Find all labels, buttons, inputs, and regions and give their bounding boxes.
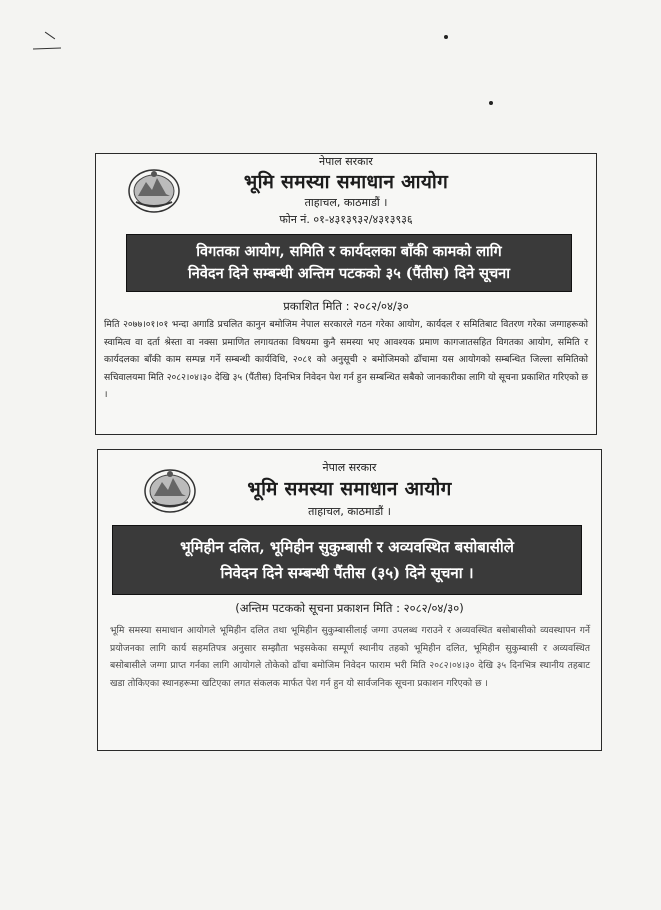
government-label: नेपाल सरकार <box>319 155 373 168</box>
notice-body: मिति २०७७।०१।०१ भन्दा अगाडि प्रचलित कानुन बमोजिम नेपाल सरकारले गठन गरेका आयोग, कार्यदल र समितिबाट वितरण गरेका जग्गाहरूको स्वामित्व वा दर्ता श्रेस्ता वा नक्सा प्रमाणित लगायतका विषयमा कुनै समस्या भए आवश्यक प्रमाण कागजातसहित विगतका आयोग, समिति र कार्यदलका बाँकी काम सम्पन्न गर्ने सम्बन्धी कार्यविधि, २०८१ को अनुसूची २ बमोजिमको ढाँचामा यस आयोगको सम्बन्धित जिल्ला समितिको सचिवालयमा मिति २०८२।०४।३० देखि ३५ (पैंतीस) दिनभित्र निवेदन पेश गर्न हुन सम्बन्धित सबैको जानकारीका लागि यो सूचना प्रकाशित गरिएको छ । <box>104 319 588 401</box>
organization-name: भूमि समस्या समाधान आयोग <box>243 171 449 193</box>
address: ताहाचल, काठमाडौं । <box>304 196 388 209</box>
scan-speck <box>444 35 448 39</box>
published-date: प्रकाशित मिति : २०८२/०४/३० <box>283 299 409 313</box>
scan-mark <box>45 32 55 40</box>
notice-body: भूमि समस्या समाधान आयोगले भूमिहीन दलित तथा भूमिहीन सुकुम्बासीलाई जग्गा उपलब्ध गराउने र अव्यवस्थित बसोबासीको व्यवस्थापन गर्ने प्रयोजनका लागि कार्य सहमतिपत्र अनुसार सम्झौता भइसकेका सम्पूर्ण स्थानीय तहको भूमिहीन दलित, भूमिहीन सुकुम्बासी र अव्यवस्थित बसोबासीले जग्गा प्राप्त गर्नका लागि आयोगले तोकेको ढाँचा बमोजिम निवेदन फाराम भरी मिति २०८२।०४।३० देखि ३५ दिनभित्र स्थानीय तहबाट खडा तोकिएका स्थानहरूमा खटिएका लगत संकलक मार्फत पेश गर्न हुन यो सार्वजनिक सूचना प्रकाशन गरिएको छ । <box>110 625 590 689</box>
notice-2 <box>97 449 602 751</box>
address: ताहाचल, काठमाडौं । <box>308 505 391 518</box>
notice-title-line-2: निवेदन दिने सम्बन्धी पैंतीस (३५) दिने सूचना । <box>220 564 474 582</box>
notice-title-line-1: भूमिहीन दलित, भूमिहीन सुकुम्बासी र अव्यवस्थित बसोबासीले <box>180 538 514 556</box>
notice-title-banner <box>112 525 582 595</box>
notice-title-line-1: विगतका आयोग, समिति र कार्यदलका बाँकी कामको लागि <box>196 243 502 260</box>
phone-number: फोन नं. ०१-४३१३९३२/४३१३९३६ <box>279 213 413 226</box>
government-label: नेपाल सरकार <box>322 461 377 474</box>
published-date: (अन्तिम पटकको सूचना प्रकाशन मिति : २०८२/०४/३०) <box>235 601 464 615</box>
notice-title-line-2: निवेदन दिने सम्बन्धी अन्तिम पटकको ३५ (पैंतीस) दिने सूचना <box>188 265 510 282</box>
scan-mark <box>33 48 61 50</box>
scan-speck <box>489 101 493 105</box>
notice-title-banner <box>126 234 572 292</box>
notice-1 <box>95 153 597 435</box>
organization-name: भूमि समस्या समाधान आयोग <box>247 478 452 500</box>
